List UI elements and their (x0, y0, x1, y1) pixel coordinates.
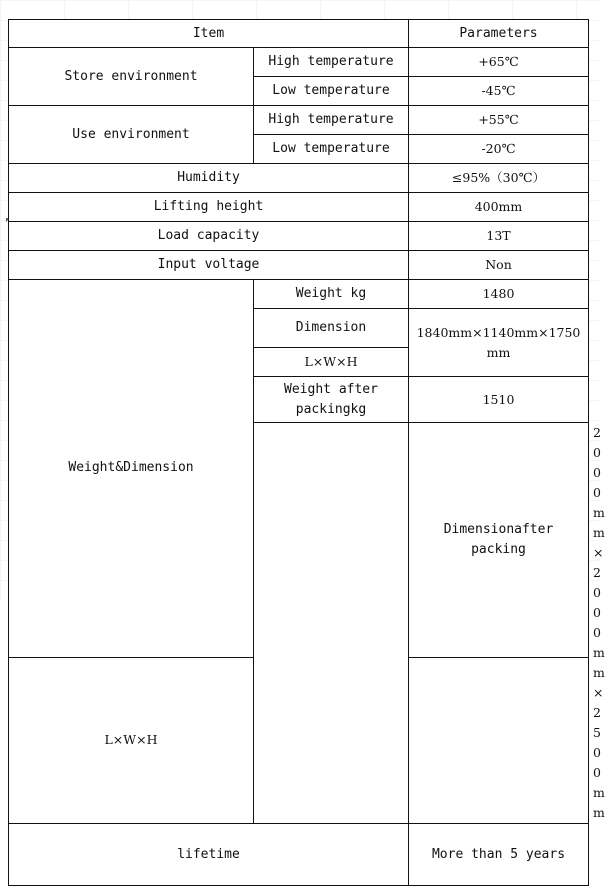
use-environment-label[interactable]: Use environment (9, 106, 254, 164)
use-high-temp-label[interactable]: High temperature (254, 106, 409, 135)
table-row: Dimensionafter packing 2000mm×2000mm×2500mm (9, 423, 589, 658)
weight-after-packing-value[interactable]: 1510 (409, 377, 589, 423)
table-row (9, 193, 589, 222)
use-low-temp-label[interactable]: Low temperature (254, 135, 409, 164)
store-environment-label[interactable]: Store environment (9, 48, 254, 106)
table-row (9, 106, 589, 135)
table-row (9, 164, 589, 193)
dimension-label[interactable]: Dimension (254, 309, 409, 348)
weight-kg-label[interactable]: Weight kg (254, 280, 409, 309)
header-parameters[interactable]: Parameters (409, 20, 589, 48)
table-row (9, 48, 589, 77)
table-row (9, 280, 589, 309)
store-low-temp-value[interactable]: -45℃ (409, 77, 589, 106)
table-row (9, 251, 589, 280)
lifting-height-value[interactable]: 400mm (409, 193, 589, 222)
dimension-value[interactable]: 1840mm×1140mm×1750mm (409, 309, 589, 377)
weight-kg-value[interactable]: 1480 (409, 280, 589, 309)
input-voltage-value[interactable]: Non (409, 251, 589, 280)
table-row (9, 824, 589, 886)
dimension-lwh-label[interactable]: L×W×H (254, 348, 409, 377)
store-high-temp-label[interactable]: High temperature (254, 48, 409, 77)
weight-dimension-label[interactable]: Weight&Dimension (9, 280, 254, 658)
input-voltage-label[interactable]: Input voltage (9, 251, 409, 280)
humidity-label[interactable]: Humidity (9, 164, 409, 193)
store-high-temp-value[interactable]: +65℃ (409, 48, 589, 77)
header-item[interactable]: Item (9, 20, 409, 48)
dimension-after-packing-label[interactable]: Dimensionafter packing (409, 423, 589, 658)
load-capacity-value[interactable]: 13T (409, 222, 589, 251)
humidity-value[interactable]: ≤95%（30℃） (409, 164, 589, 193)
lifetime-value[interactable]: More than 5 years (409, 824, 589, 886)
load-capacity-label[interactable]: Load capacity (9, 222, 409, 251)
lifetime-label[interactable]: lifetime (9, 824, 409, 886)
packing-label[interactable] (254, 423, 409, 824)
store-low-temp-label[interactable]: Low temperature (254, 77, 409, 106)
lifting-height-label[interactable]: Lifting height (9, 193, 409, 222)
specification-table (8, 19, 605, 886)
header-row (9, 20, 589, 48)
table-row (9, 222, 589, 251)
use-high-temp-value[interactable]: +55℃ (409, 106, 589, 135)
packing-lwh-label[interactable]: L×W×H (9, 657, 254, 823)
weight-after-packing-label[interactable]: Weight after packingkg (254, 377, 409, 423)
use-low-temp-value[interactable]: -20℃ (409, 135, 589, 164)
